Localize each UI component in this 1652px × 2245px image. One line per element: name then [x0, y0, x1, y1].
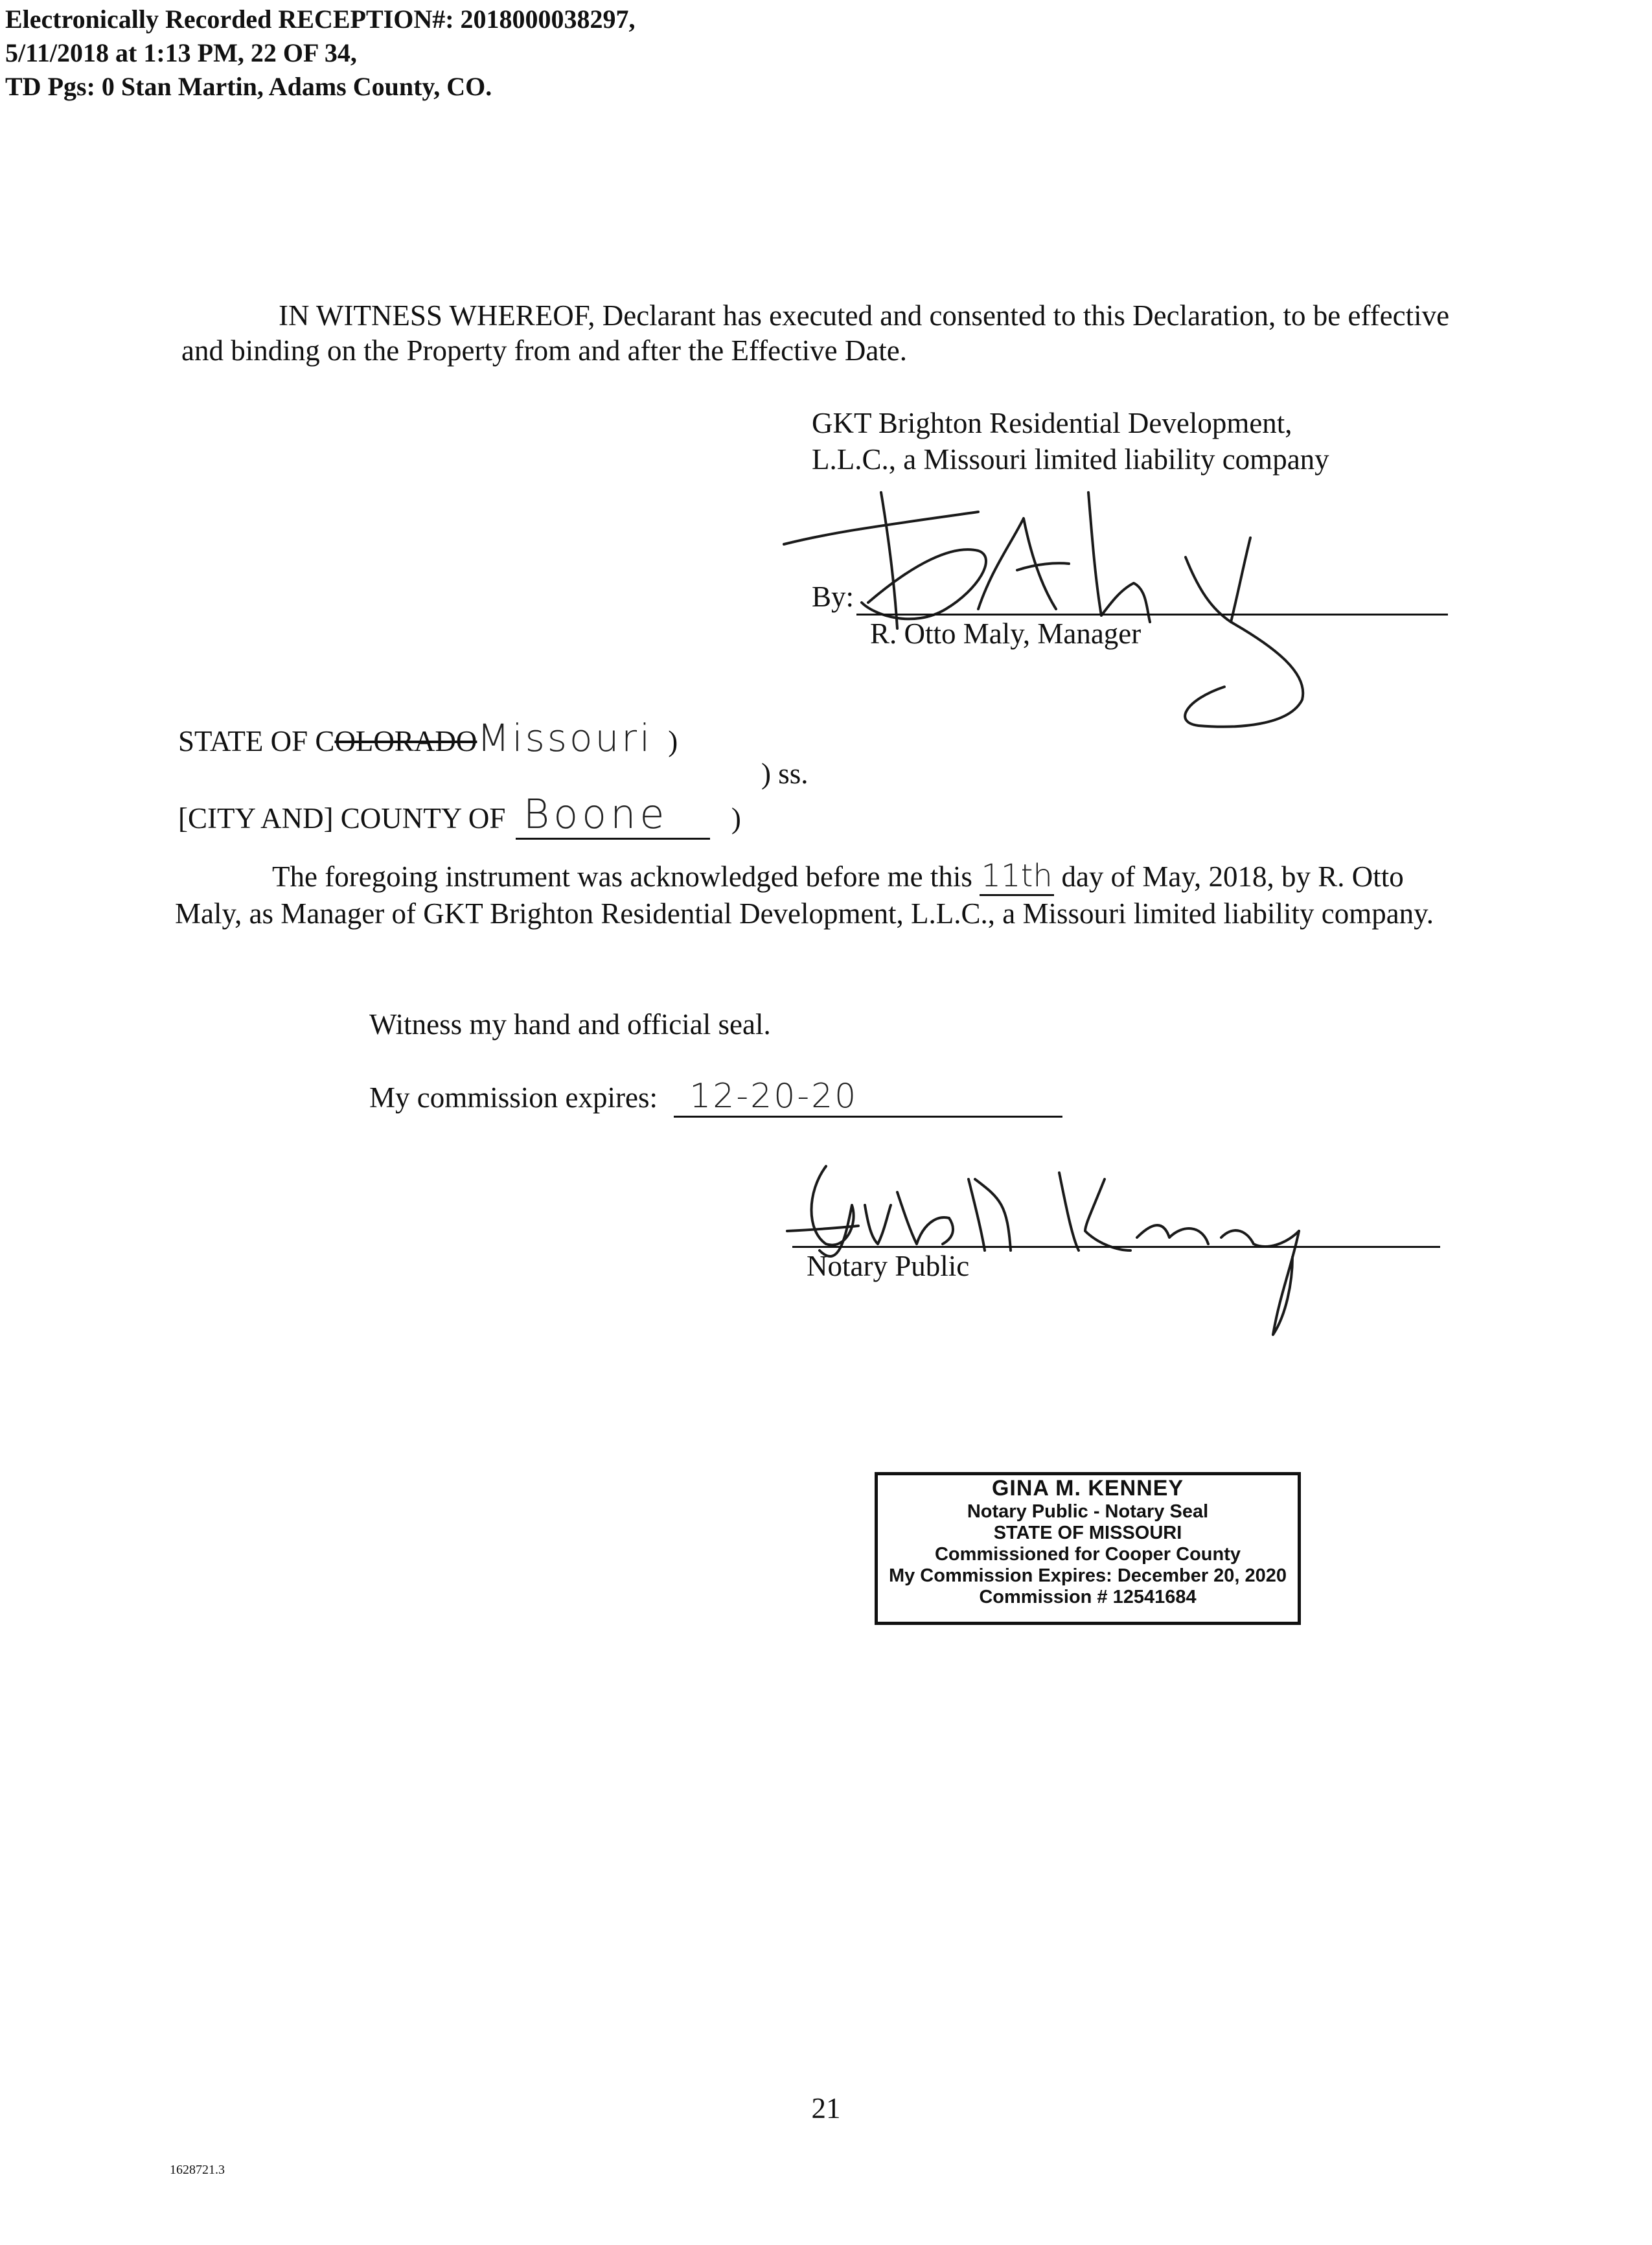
seal-line-5: My Commission Expires: December 20, 2020 — [888, 1565, 1287, 1586]
notary-signature-line — [792, 1246, 1440, 1248]
seal-line-2: Notary Public - Notary Seal — [967, 1501, 1209, 1522]
witness-seal-line: Witness my hand and official seal. — [369, 1008, 771, 1041]
county-handwritten: Boone — [523, 790, 669, 838]
seal-line-6: Commission # 12541684 — [979, 1587, 1197, 1607]
by-label: By: — [812, 581, 855, 613]
witness-paragraph: IN WITNESS WHEREOF, Declarant has executed and consented to this Declaration, to be effective and binding on the Property from and after the Effective Date. — [181, 299, 1450, 367]
recording-line-1: Electronically Recorded RECEPTION#: 2018000038297, — [5, 5, 636, 34]
acknowledgment-paragraph — [175, 858, 1451, 931]
seal-line-4: Commissioned for Cooper County — [934, 1544, 1241, 1565]
page-number: 21 — [811, 2092, 841, 2124]
county-paren: ) — [731, 802, 741, 835]
document-id: 1628721.3 — [170, 2163, 225, 2177]
recording-header — [5, 3, 636, 104]
seal-name: GINA M. KENNEY — [991, 1476, 1184, 1501]
commission-line — [369, 1077, 1062, 1118]
ack-before-day: The foregoing instrument was acknowledged before me this — [272, 860, 972, 893]
commission-label: My commission expires: — [369, 1081, 658, 1114]
state-paren: ) — [668, 725, 678, 757]
state-line — [178, 716, 678, 760]
company-line-2: L.L.C., a Missouri limited liability company — [812, 443, 1329, 476]
state-struck-text: OLORADO — [334, 725, 477, 757]
notary-seal-stamp — [875, 1472, 1301, 1625]
declarant-signature — [784, 479, 1432, 739]
company-block — [812, 405, 1329, 478]
county-prefix: [CITY AND] COUNTY OF — [178, 802, 506, 835]
commission-handwritten-date: 12-20-20 — [689, 1077, 858, 1116]
recording-line-3: TD Pgs: 0 Stan Martin, Adams County, CO. — [5, 72, 492, 101]
signer-name-title: R. Otto Maly, Manager — [870, 617, 1141, 650]
company-line-1: GKT Brighton Residential Development, — [812, 407, 1292, 439]
ss-label: ) ss. — [761, 757, 809, 790]
ack-after-day: day of May, 2018, by R. Otto Maly, as Manager of GKT Brighton Residential Development, L.L.C., a Missouri limited liability company. — [175, 860, 1434, 930]
recording-line-2: 5/11/2018 at 1:13 PM, 22 OF 34, — [5, 38, 357, 67]
state-handwritten: Missouri — [477, 716, 653, 760]
notary-public-label: Notary Public — [807, 1250, 970, 1282]
seal-line-3: STATE OF MISSOURI — [993, 1523, 1182, 1543]
signature-line — [856, 614, 1448, 616]
state-prefix: STATE OF C — [178, 725, 335, 757]
ack-day-handwritten: 11th — [981, 858, 1053, 894]
county-line — [178, 790, 741, 840]
